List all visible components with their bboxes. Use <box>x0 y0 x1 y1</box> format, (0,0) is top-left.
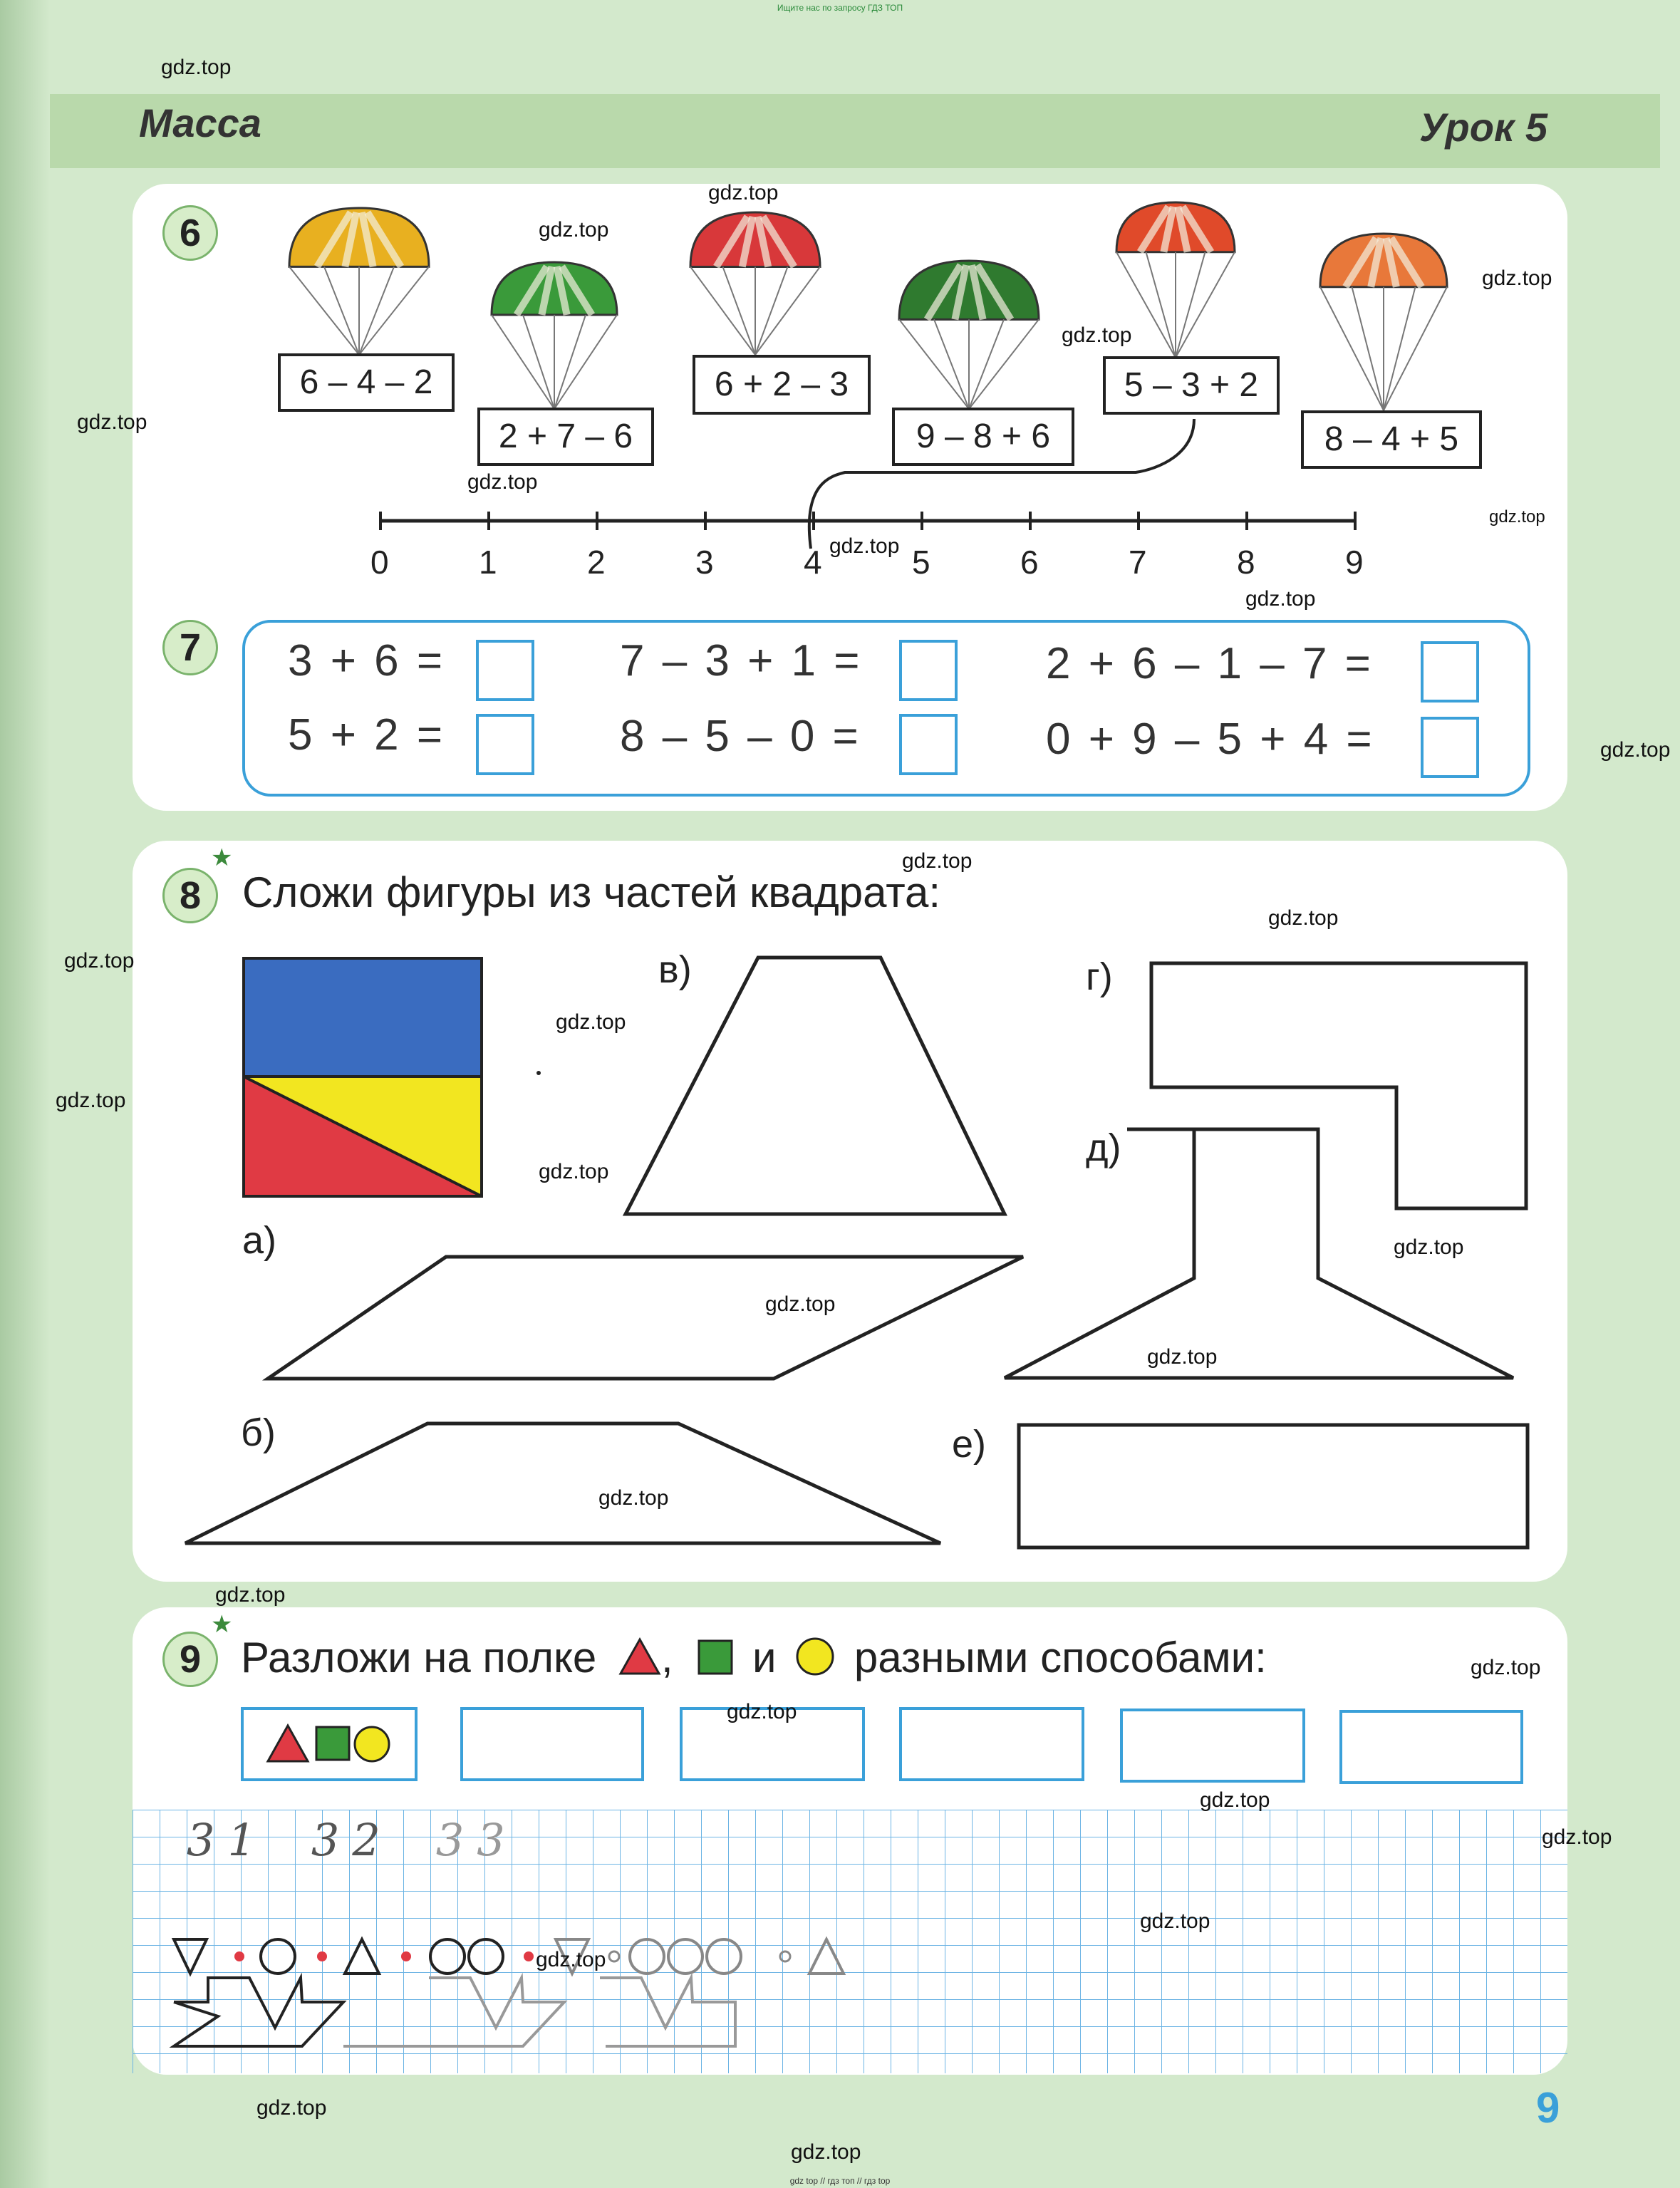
shape-e-rectangle <box>1019 1425 1528 1547</box>
answer-box-3[interactable] <box>1421 641 1479 702</box>
bottom-note: gdz top // гдз топ // гдз top <box>789 2176 891 2186</box>
digit: 3 <box>311 1814 353 1866</box>
tick-label: 2 <box>587 544 606 581</box>
parachute-icon <box>492 262 617 409</box>
shape-b-trapezoid <box>185 1424 940 1543</box>
green-square-icon <box>698 1639 733 1675</box>
tick-label: 7 <box>1129 544 1147 581</box>
label-v: в) <box>658 948 692 991</box>
task9-and: и <box>752 1634 777 1681</box>
task9-star-icon: ★ <box>211 1611 233 1638</box>
watermark: gdz.top <box>791 2140 861 2164</box>
task6-number: 6 <box>162 205 218 261</box>
parachute-icon <box>289 208 429 355</box>
handwritten-digits <box>187 1814 518 1866</box>
label-b: б) <box>241 1411 276 1454</box>
tick-label: 9 <box>1345 544 1364 581</box>
answer-box-6[interactable] <box>1421 717 1479 778</box>
task9-title-start: Разложи на полке <box>241 1634 597 1681</box>
watermark: gdz.top <box>1245 587 1316 611</box>
watermark: gdz.top <box>708 181 779 204</box>
equation-5: 8 – 5 – 0 = <box>620 712 861 761</box>
watermark: gdz.top <box>64 949 135 973</box>
tick-label: 6 <box>1020 544 1039 581</box>
tick-label: 0 <box>370 544 389 581</box>
arrangement-icons <box>244 1710 415 1778</box>
answer-box-4[interactable] <box>476 714 534 775</box>
square-blue-part <box>244 958 482 1077</box>
page-number: 9 <box>1536 2084 1560 2132</box>
label-a: а) <box>242 1219 277 1262</box>
tick-label: 3 <box>695 544 714 581</box>
expression-box-4: 9 – 8 + 6 <box>892 408 1074 466</box>
task9-comma: , <box>660 1634 673 1681</box>
red-dot-icon <box>401 1951 411 1961</box>
tick-label: 5 <box>912 544 930 581</box>
watermark: gdz.top <box>556 1010 626 1034</box>
watermark: gdz.top <box>215 1583 286 1607</box>
parachute-icon <box>690 212 820 355</box>
watermark: gdz.top <box>467 470 538 494</box>
dot <box>536 1071 541 1075</box>
equation-4: 5 + 2 = <box>288 710 446 759</box>
digit: 2 <box>352 1814 393 1866</box>
shelf-box-6[interactable] <box>1339 1710 1523 1784</box>
task8-title: Сложи фигуры из частей квадрата: <box>242 869 941 916</box>
watermark: gdz.top <box>765 1292 836 1316</box>
circle-icon <box>795 1637 835 1676</box>
tick-label: 8 <box>1237 544 1255 581</box>
equation-6: 0 + 9 – 5 + 4 = <box>1046 715 1375 764</box>
watermark: gdz.top <box>1200 1788 1270 1812</box>
task9-title-end: разными способами: <box>854 1634 1267 1681</box>
watermark: gdz.top <box>161 56 232 79</box>
green-square-icon <box>316 1727 349 1760</box>
top-note: Ищите нас по запросу ГДЗ ТОП <box>777 3 903 13</box>
watermark: gdz.top <box>727 1700 797 1723</box>
expression-box-3: 6 + 2 – 3 <box>693 355 871 415</box>
watermark: gdz.top <box>1394 1235 1464 1259</box>
expression-box-6: 8 – 4 + 5 <box>1301 410 1482 469</box>
shelf-box-1[interactable] <box>241 1707 418 1781</box>
digit: 3 <box>477 1814 518 1866</box>
watermark: gdz.top <box>1600 738 1671 762</box>
watermark: gdz.top <box>77 410 147 434</box>
red-dot-icon <box>317 1951 327 1961</box>
task9-title <box>241 1633 1267 1682</box>
watermark: gdz.top <box>56 1089 126 1112</box>
triangle-icon <box>618 1637 661 1676</box>
shelf-box-4[interactable] <box>899 1707 1084 1781</box>
header-band <box>50 94 1660 168</box>
parachute-icon <box>1116 202 1235 358</box>
red-dot-icon <box>524 1951 534 1961</box>
topic-title: Масса <box>139 100 261 145</box>
watermark: gdz.top <box>1062 323 1132 347</box>
watermark: gdz.top <box>1268 906 1339 930</box>
watermark: gdz.top <box>1471 1656 1541 1679</box>
task8-number: 8 <box>162 868 218 923</box>
watermark: gdz.top <box>536 1948 606 1971</box>
red-triangle-icon <box>268 1726 308 1761</box>
task8-star-icon: ★ <box>211 844 233 871</box>
watermark: gdz.top <box>1542 1825 1612 1849</box>
digit: 3 <box>187 1814 228 1866</box>
watermark: gdz.top <box>598 1486 669 1510</box>
lesson-label: Урок 5 <box>1419 105 1548 150</box>
shape-v-trapezoid <box>626 958 1005 1214</box>
task8-figures <box>133 841 1567 1582</box>
task7-number: 7 <box>162 620 218 675</box>
watermark: gdz.top <box>539 1160 609 1183</box>
watermark: gdz.top <box>539 218 609 242</box>
watermark: gdz.top <box>256 2096 327 2120</box>
equation-3: 2 + 6 – 1 – 7 = <box>1046 639 1374 688</box>
equation-1: 3 + 6 = <box>288 636 446 685</box>
tick-label: 4 <box>804 544 822 581</box>
task9-number: 9 <box>162 1632 218 1687</box>
digit: 3 <box>435 1814 477 1866</box>
expression-box-2: 2 + 7 – 6 <box>477 408 654 466</box>
tick-label: 1 <box>479 544 497 581</box>
watermark: gdz.top <box>902 849 973 873</box>
label-e: е) <box>952 1423 987 1466</box>
parachute-icon <box>1320 234 1447 410</box>
label-g: г) <box>1086 955 1113 998</box>
page-spine-shadow <box>0 0 50 2188</box>
yellow-circle-icon <box>355 1727 389 1761</box>
watermark: gdz.top <box>1482 266 1552 290</box>
answer-box-1[interactable] <box>476 640 534 701</box>
answer-box-5[interactable] <box>899 714 958 775</box>
shelf-box-2[interactable] <box>460 1707 644 1781</box>
parachute-icon <box>899 261 1039 409</box>
answer-box-2[interactable] <box>899 640 958 701</box>
expression-box-1: 6 – 4 – 2 <box>278 353 455 412</box>
watermark: gdz.top <box>1147 1345 1218 1369</box>
shelf-box-5[interactable] <box>1120 1709 1305 1783</box>
digit: 1 <box>227 1814 269 1866</box>
expression-box-5: 5 – 3 + 2 <box>1103 356 1280 415</box>
shape-a-parallelogram <box>268 1257 1023 1379</box>
equation-2: 7 – 3 + 1 = <box>620 636 863 685</box>
label-d: д) <box>1086 1126 1121 1169</box>
watermark: gdz.top <box>1140 1909 1210 1933</box>
red-dot-icon <box>234 1951 244 1961</box>
watermark: gdz.top <box>829 534 900 558</box>
watermark: gdz.top <box>1489 507 1545 527</box>
